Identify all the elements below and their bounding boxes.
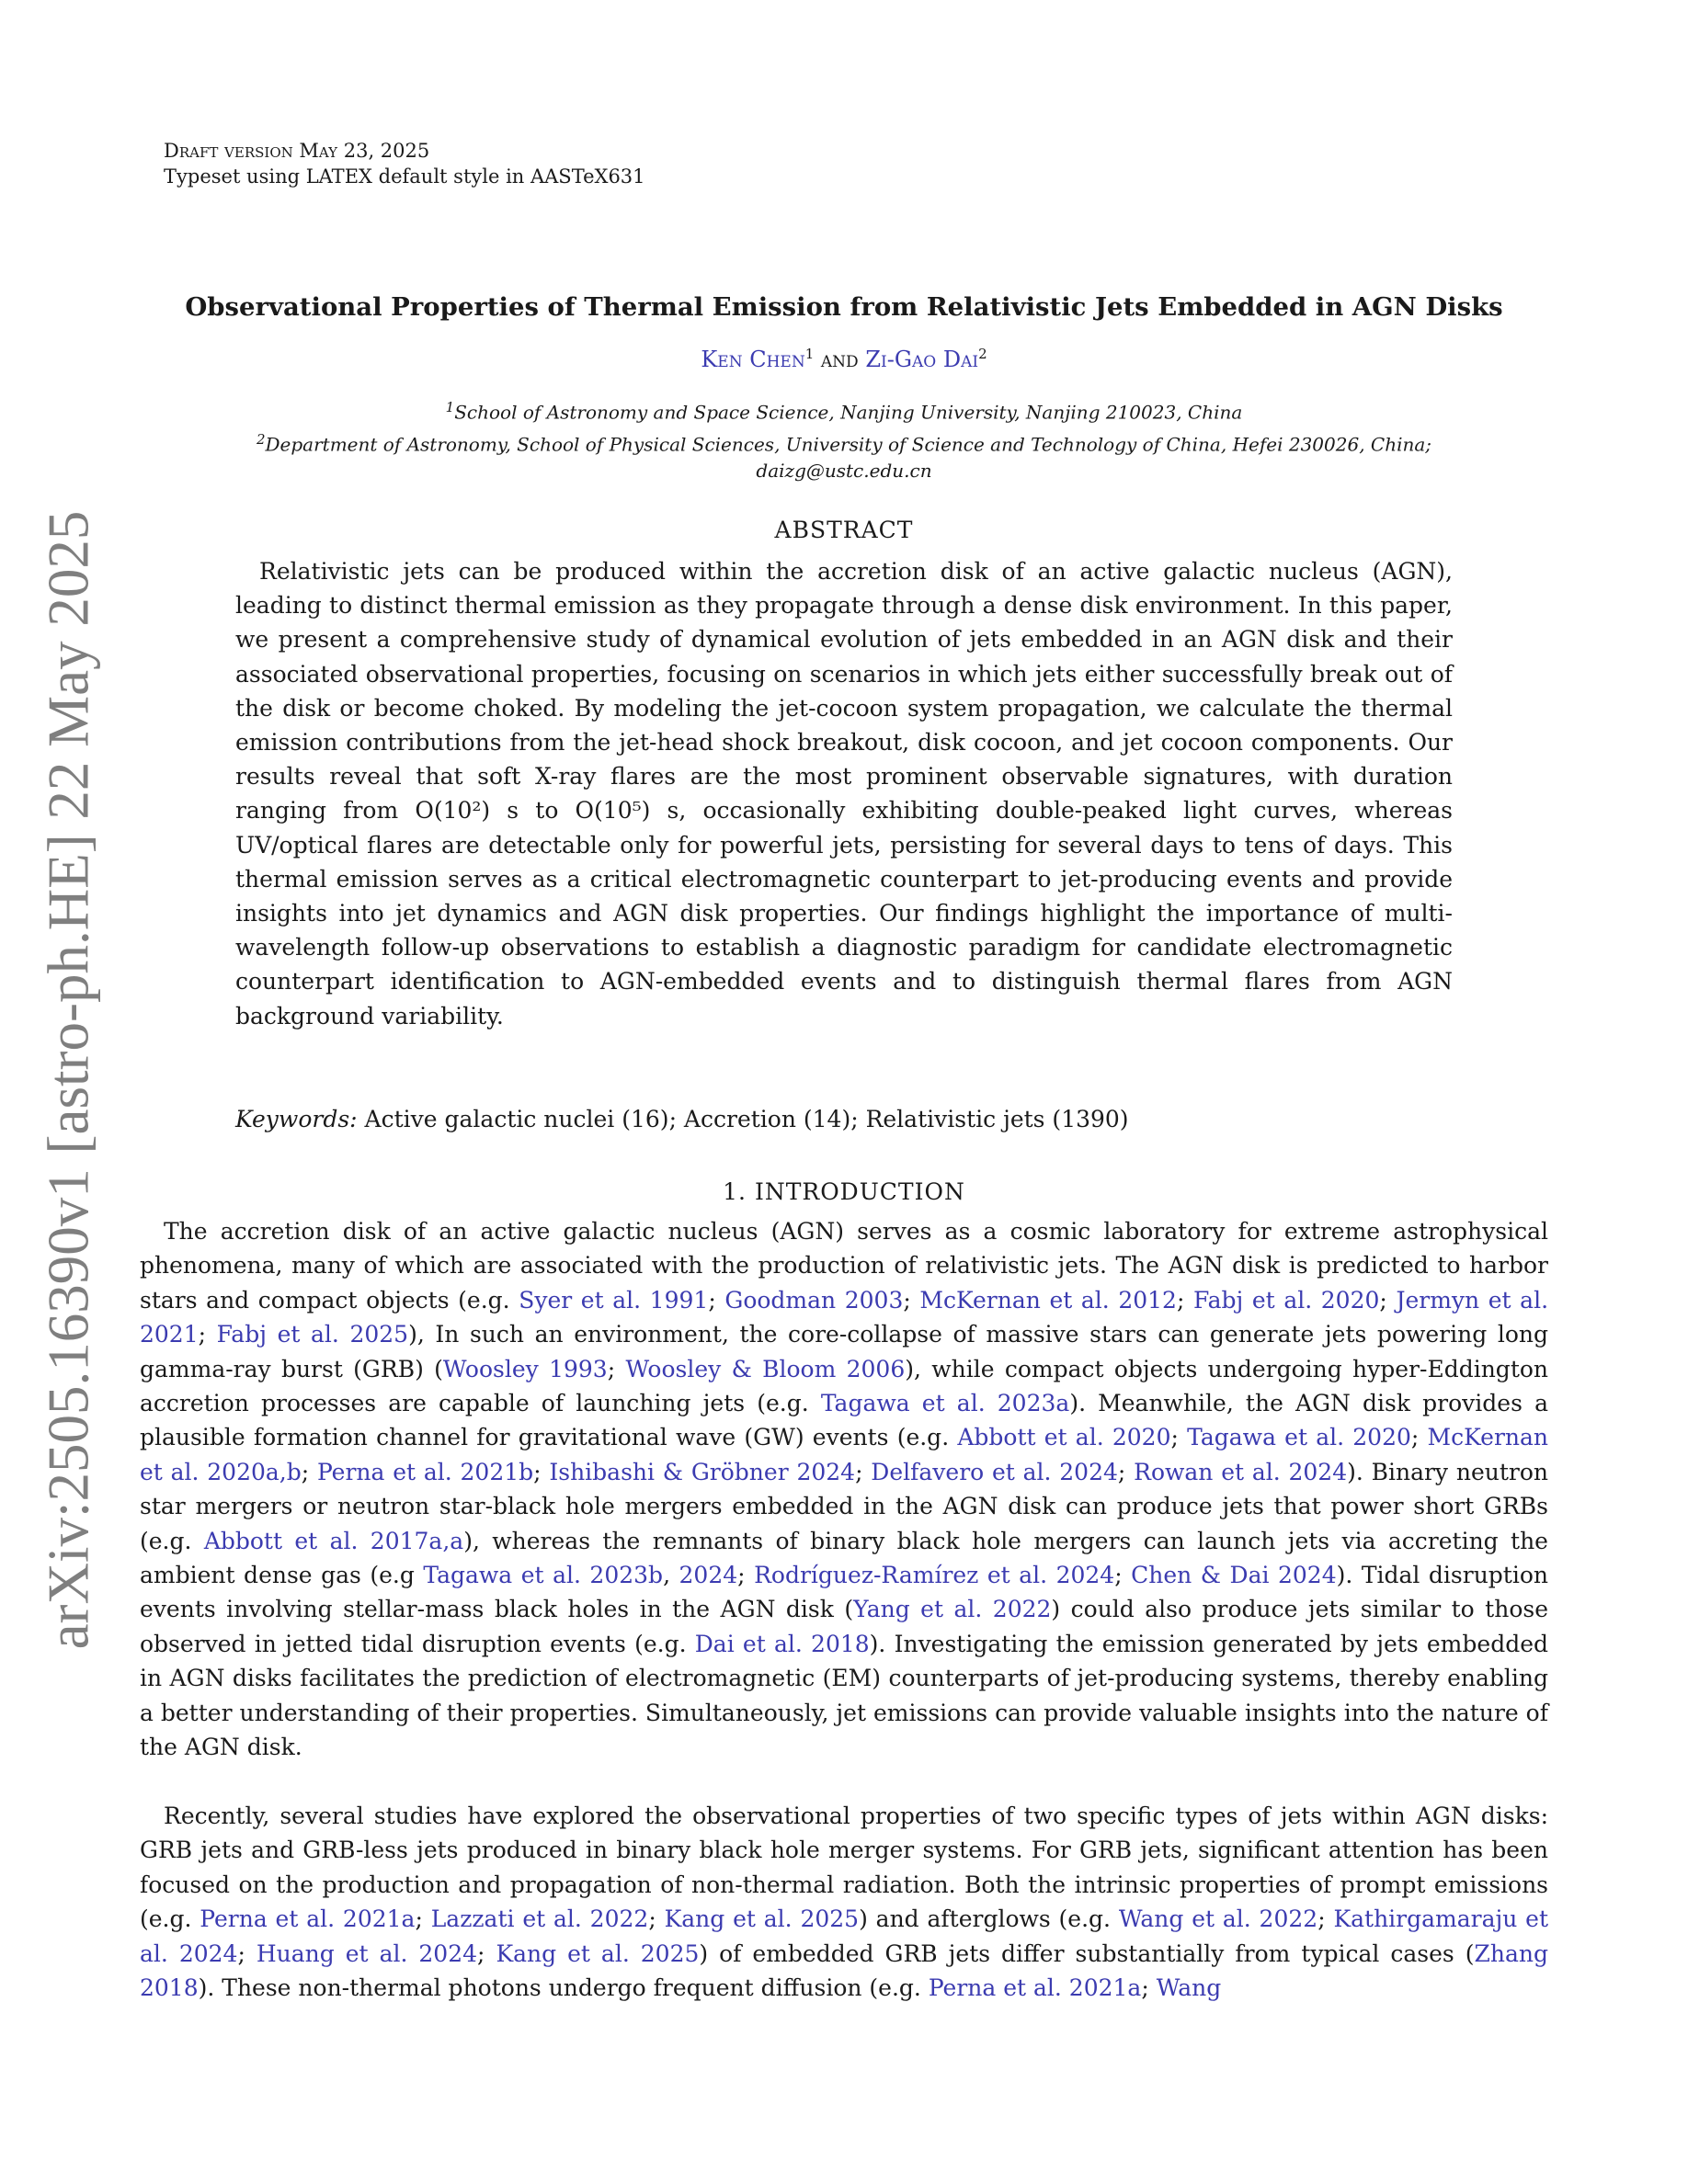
citation-link[interactable]: Perna et al. 2021a [928, 1974, 1142, 2002]
citation-link[interactable]: Goodman 2003 [724, 1286, 904, 1314]
citation-link[interactable]: McKernan et al. 2020a,b [140, 1424, 1549, 1485]
citation-link[interactable]: Perna et al. 2021b [316, 1458, 534, 1485]
paper-title: Observational Properties of Thermal Emission from Relativistic Jets Embedded in AGN Disks [185, 292, 1503, 322]
paragraph-text: ; [648, 1905, 665, 1933]
citation-link[interactable]: Delfavero et al. 2024 [871, 1458, 1118, 1485]
affil-1: School of Astronomy and Space Science, Nanjing University, Nanjing 210023, China [454, 401, 1243, 424]
author-2[interactable]: Zi-Gao Dai [865, 347, 979, 372]
citation-link[interactable]: Dai et al. 2018 [694, 1630, 870, 1657]
intro-paragraph-1 [140, 1214, 1548, 1765]
affil-1-sup: 1 [445, 399, 455, 415]
paragraph-text: ; [477, 1939, 496, 1967]
paragraph-text: ), In such an environment, the core-collapse of massive stars can generate jets powering long gamma-ray burst (GRB) ( [140, 1321, 1548, 1382]
citation-link[interactable]: Abbott et al. 2020 [957, 1424, 1171, 1451]
author-1-sup: 1 [804, 346, 815, 362]
citation-link[interactable]: McKernan et al. 2012 [919, 1286, 1177, 1314]
keywords-text: Active galactic nuclei (16); Accretion (14); Relativistic jets (1390) [364, 1106, 1129, 1132]
author-and: and [820, 347, 859, 372]
paragraph-text: ; [737, 1562, 755, 1589]
paragraph-text: ; [533, 1458, 550, 1485]
paragraph-text: Recently, several studies have explored the observational properties of two specific types of jets within AGN disks: GRB jets and GRB-less jets produced in binary black hole merger systems. For GRB jets, significant attention has been focused on the production and propagation of non-thermal radiation. Both the intrinsic properties of prompt emissions (e.g. [140, 1803, 1548, 1933]
citation-link[interactable]: Zhang 2018 [140, 1939, 1548, 2002]
citation-link[interactable]: Yang et al. 2022 [853, 1596, 1052, 1623]
citation-link[interactable]: 2024 [679, 1562, 738, 1589]
affil-2-sup: 2 [256, 430, 266, 448]
paragraph-text: ; [1170, 1424, 1188, 1451]
draft-version: Draft version May 23, 2025 [164, 140, 430, 162]
paragraph-text: ; [903, 1286, 920, 1314]
citation-link[interactable]: Kang et al. 2025 [664, 1905, 860, 1933]
abstract-text: Relativistic jets can be produced within the accretion disk of an active galactic nucleus (AGN), leading to distinct thermal emission as they propagate through a dense disk environment. In this paper, we present a comprehensive study of dynamical evolution of jets embedded in an AGN disk and their associated observational properties, focusing on scenarios in which jets either successfully break out of the disk or become choked. By modeling the jet-cocoon system propagation, we calculate the thermal emission contributions from the jet-head shock breakout, disk cocoon, and jet cocoon components. Our results reveal that soft X-ray flares are the most prominent observable signatures, with duration ranging from O(10²) s to O(10⁵) s, occasionally exhibiting double-peaked light curves, whereas UV/optical flares are detectable only for powerful jets, persisting for several days to tens of days. This thermal emission serves as a critical electromagnetic counterpart to jet-producing events and provide insights into jet dynamics and AGN disk properties. Our findings highlight the importance of multi-wavelength follow-up observations to establish a diagnostic paradigm for candidate electromagnetic counterpart identification to AGN-embedded events and to distinguish thermal flares from AGN background variability. [235, 558, 1453, 1029]
paragraph-text: ; [1141, 1974, 1157, 2002]
citation-link[interactable]: Fabj et al. 2025 [216, 1321, 409, 1348]
author-2-sup: 2 [978, 346, 987, 362]
citation-link[interactable]: Huang et al. 2024 [256, 1939, 478, 1967]
citation-link[interactable]: Jermyn et al. 2021 [140, 1286, 1549, 1348]
citation-link[interactable]: Tagawa et al. 2020 [1187, 1424, 1411, 1451]
paragraph-text: ; [855, 1458, 872, 1485]
paragraph-text: ; [1114, 1562, 1132, 1589]
citation-link[interactable]: Woosley & Bloom 2006 [625, 1355, 906, 1382]
citation-link[interactable]: Lazzati et al. 2022 [430, 1905, 649, 1933]
citation-link[interactable]: Abbott et al. 2017a,a [203, 1527, 464, 1554]
paragraph-text: ). Meanwhile, the AGN disk provides a plausible formation channel for gravitational wave (GW) events (e.g. [140, 1390, 1548, 1451]
citation-link[interactable]: Kang et al. 2025 [496, 1939, 700, 1967]
email: daizg@ustc.edu.cn [756, 460, 932, 483]
intro-paragraph-2 [140, 1799, 1548, 2005]
paragraph-text: ; [1176, 1286, 1193, 1314]
citation-link[interactable]: Fabj et al. 2020 [1192, 1286, 1380, 1314]
paragraph-text: ) and afterglows (e.g. [859, 1905, 1119, 1933]
citation-link[interactable]: Perna et al. 2021a [200, 1905, 416, 1933]
keywords [235, 1106, 1453, 1132]
section-heading-introduction: 1. INTRODUCTION [723, 1178, 965, 1205]
abstract-heading: ABSTRACT [774, 517, 914, 543]
paragraph-text: ; [1117, 1458, 1135, 1485]
paragraph-text: ; [1410, 1424, 1428, 1451]
arxiv-stamp [28, 510, 110, 1650]
header-block [164, 138, 645, 189]
citation-link[interactable]: Chen & Dai 2024 [1131, 1562, 1337, 1589]
paragraph-text: ), while compact objects undergoing hyper-Eddington accretion processes are capable of launching jets (e.g. [140, 1355, 1549, 1417]
arxiv-stamp-text: arXiv:2505.16390v1 [astro-ph.HE] 22 May 2025 [36, 510, 101, 1650]
paragraph-text: ). Investigating the emission generated by jets embedded in AGN disks facilitates the prediction of electromagnetic (EM) counterparts of jet-producing systems, thereby enabling a better understanding of their properties. Simultaneously, jet emissions can provide valuable insights into the nature of the AGN disk. [140, 1630, 1548, 1761]
paragraph-text: ; [1379, 1286, 1397, 1314]
citation-link[interactable]: Rowan et al. 2024 [1134, 1458, 1348, 1485]
citation-link[interactable]: Tagawa et al. 2023a [820, 1390, 1070, 1417]
citation-link[interactable]: Ishibashi & Gröbner 2024 [549, 1458, 856, 1485]
keywords-label: Keywords: [235, 1106, 358, 1132]
citation-link[interactable]: Kathirgamaraju et al. 2024 [140, 1905, 1549, 1967]
paragraph-text: ). Tidal disruption events involving stellar-mass black holes in the AGN disk ( [140, 1562, 1548, 1623]
citation-link[interactable]: Wang et al. 2022 [1118, 1905, 1318, 1933]
paragraph-text: , [663, 1562, 679, 1589]
citation-link[interactable]: Woosley 1993 [442, 1355, 608, 1382]
paragraph-text: ; [237, 1939, 257, 1967]
affil-2: Department of Astronomy, School of Physical Sciences, University of Science and Technology of China, Hefei 230026, China; [265, 433, 1432, 456]
citation-link[interactable]: Tagawa et al. 2023b [423, 1562, 664, 1589]
citation-link[interactable]: Rodríguez-Ramírez et al. 2024 [754, 1562, 1115, 1589]
paragraph-text: ), whereas the remnants of binary black hole mergers can launch jets via accreting the ambient dense gas (e.g [140, 1527, 1548, 1589]
paragraph-text: ). These non-thermal photons undergo frequent diffusion (e.g. [198, 1974, 929, 2002]
paragraph-text: ; [1317, 1905, 1334, 1933]
paragraph-text: ; [301, 1458, 317, 1485]
author-1[interactable]: Ken Chen [701, 347, 805, 372]
author-line [0, 346, 1688, 372]
paragraph-text: ; [708, 1286, 725, 1314]
paragraph-text: ; [415, 1905, 431, 1933]
paragraph-text: ; [607, 1355, 626, 1382]
paragraph-text: ) of embedded GRB jets differ substantially from typical cases ( [699, 1939, 1475, 1967]
citation-link[interactable]: Wang [1156, 1974, 1222, 2002]
paragraph-text: The accretion disk of an active galactic nucleus (AGN) serves as a cosmic laboratory for extreme astrophysical phenomena, many of which are associated with the production of relativistic jets. The AGN disk is predicted to harbor stars and compact objects (e.g. [140, 1218, 1548, 1314]
paragraph-text: ; [198, 1321, 217, 1348]
paragraph-text: ) could also produce jets similar to those observed in jetted tidal disruption events (e.g. [140, 1596, 1549, 1657]
paragraph-text: ). Binary neutron star mergers or neutron star-black hole mergers embedded in the AGN disk can produce jets that power short GRBs (e.g. [140, 1458, 1548, 1554]
typeset-note: Typeset using LATEX default style in AASTeX631 [164, 165, 645, 188]
citation-link[interactable]: Syer et al. 1991 [519, 1286, 709, 1314]
affiliations [0, 394, 1688, 484]
